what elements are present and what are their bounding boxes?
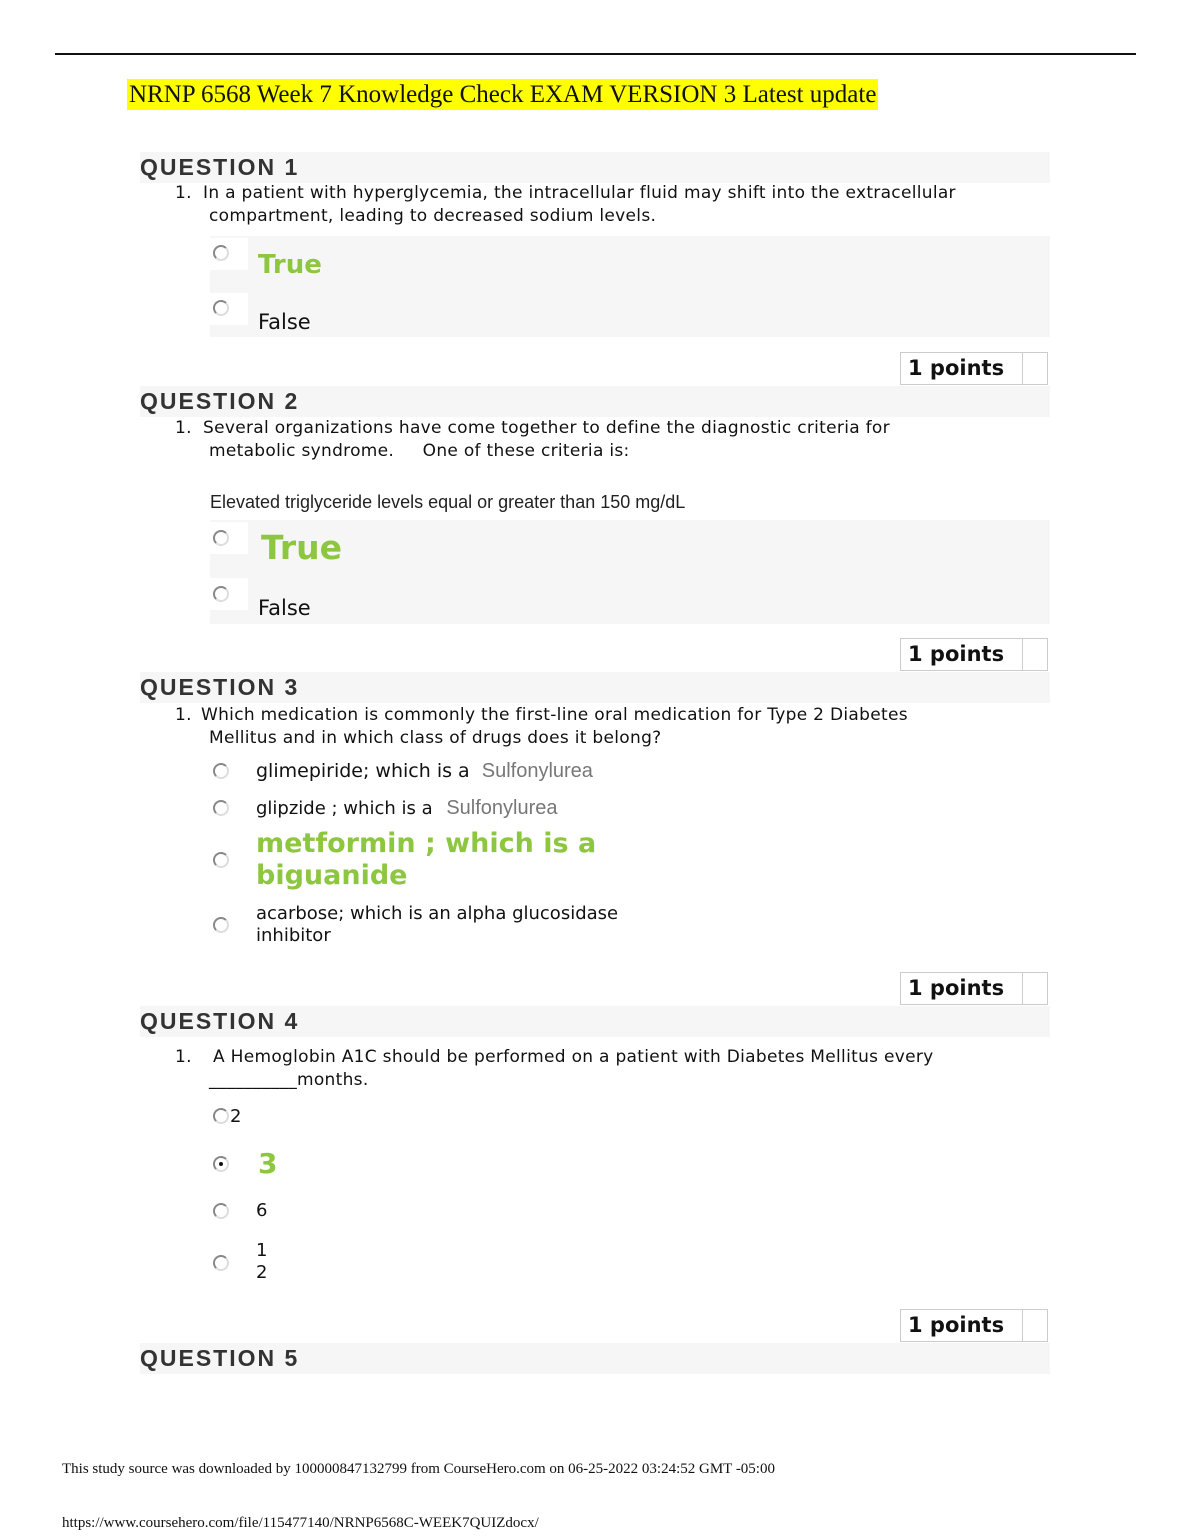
option-false: False (258, 596, 311, 620)
points-label: 1 points (908, 356, 1005, 380)
source-url[interactable]: https://www.coursehero.com/file/115477140/NRNP6568C-WEEK7QUIZdocx/ (62, 1515, 539, 1531)
question-3-header (140, 672, 1050, 703)
question-number: 1. (175, 418, 192, 438)
option-class: Sulfonylurea (481, 760, 593, 782)
question-5-label: QUESTION 5 (140, 1345, 300, 1371)
option-line: acarbose; which is an alpha glucosidase (256, 903, 619, 924)
question-text-line: Which medication is commonly the first-line oral medication for Type 2 Diabetes (201, 705, 908, 725)
radio-option-glimepiride[interactable] (213, 763, 229, 779)
points-label: 1 points (908, 642, 1005, 666)
option-line: 1 (256, 1240, 268, 1261)
option-drug: glipzide ; which is a (256, 798, 433, 819)
question-3-text (175, 704, 1045, 750)
radio-option-true[interactable] (213, 530, 229, 546)
option-true-correct: True (258, 250, 322, 280)
top-rule (55, 53, 1136, 55)
question-1-header (140, 152, 1050, 183)
option-2-months: 2 (230, 1106, 242, 1127)
option-glipzide (256, 797, 558, 820)
points-box (900, 972, 1048, 1005)
option-line: metformin ; which is a (256, 828, 597, 859)
question-1-label: QUESTION 1 (140, 154, 300, 180)
question-number: 1. (175, 183, 192, 203)
option-class: Sulfonylurea (446, 797, 558, 819)
option-12-months (256, 1240, 267, 1284)
option-acarbose (256, 903, 618, 947)
question-text-line: In a patient with hyperglycemia, the intracellular fluid may shift into the extracellular (203, 183, 956, 203)
question-text-line: Several organizations have come together to define the diagnostic criteria for (203, 418, 890, 438)
question-4-text (175, 1046, 1045, 1092)
radio-option-6[interactable] (213, 1203, 229, 1219)
radio-option-acarbose[interactable] (213, 917, 229, 933)
question-text-line: __________months. (209, 1070, 369, 1090)
option-metformin-correct (256, 828, 596, 892)
question-text-line: A Hemoglobin A1C should be performed on a patient with Diabetes Mellitus every (213, 1047, 934, 1067)
question-2-header (140, 386, 1050, 417)
points-score-cell (1022, 1310, 1047, 1341)
question-2-label: QUESTION 2 (140, 388, 300, 414)
question-2-statement: Elevated triglyceride levels equal or greater than 150 mg/dL (210, 492, 686, 512)
option-true-correct: True (261, 528, 343, 567)
radio-option-true[interactable] (213, 245, 229, 261)
points-score-cell (1022, 353, 1047, 384)
option-false: False (258, 310, 311, 334)
radio-option-metformin[interactable] (213, 852, 229, 868)
document-title: NRNP 6568 Week 7 Knowledge Check EXAM VERSION 3 Latest update (129, 81, 877, 108)
question-number: 1. (175, 705, 192, 725)
radio-option-2[interactable] (213, 1108, 229, 1124)
question-5-header (140, 1343, 1050, 1374)
option-line: 2 (256, 1262, 268, 1283)
question-4-label: QUESTION 4 (140, 1008, 300, 1034)
option-6-months: 6 (256, 1200, 268, 1221)
question-1-text (175, 182, 1045, 228)
option-line: inhibitor (256, 925, 331, 946)
option-3-months-correct: 3 (258, 1147, 278, 1180)
question-2-text (175, 417, 1045, 463)
points-label: 1 points (908, 976, 1005, 1000)
question-1-options (210, 236, 1050, 337)
radio-option-3-selected[interactable] (213, 1156, 229, 1172)
points-box (900, 638, 1048, 671)
points-label: 1 points (908, 1313, 1005, 1337)
radio-option-glipzide[interactable] (213, 800, 229, 816)
question-3-label: QUESTION 3 (140, 674, 300, 700)
radio-option-false[interactable] (213, 300, 229, 316)
question-text-line: Mellitus and in which class of drugs does it belong? (209, 728, 662, 748)
source-footer: This study source was downloaded by 100000847132799 from CourseHero.com on 06-25-2022 03:24:52 GMT -05:00 (62, 1461, 775, 1477)
points-score-cell (1022, 639, 1047, 670)
points-score-cell (1022, 973, 1047, 1004)
option-drug: glimepiride; which is a (256, 760, 470, 782)
question-text-line: metabolic syndrome. One of these criteria is: (209, 441, 630, 461)
points-box (900, 352, 1048, 385)
question-4-header (140, 1006, 1050, 1037)
option-glimepiride (256, 760, 593, 783)
question-text-line: compartment, leading to decreased sodium levels. (209, 206, 657, 226)
question-number: 1. (175, 1047, 192, 1067)
option-line: biguanide (256, 860, 408, 891)
points-box (900, 1309, 1048, 1342)
radio-option-false[interactable] (213, 586, 229, 602)
radio-option-12[interactable] (213, 1255, 229, 1271)
